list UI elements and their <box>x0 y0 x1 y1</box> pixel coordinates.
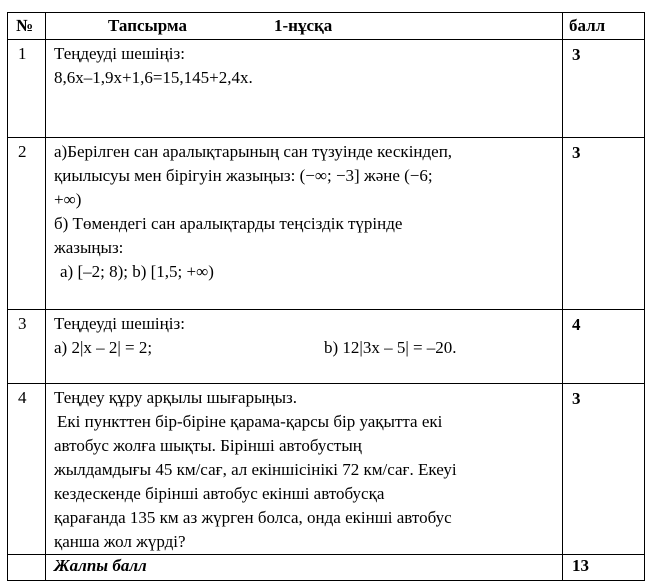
task-line: қиылысуы мен бірігуін жазыңыз: (−∞; −3] және (−6; <box>54 166 433 185</box>
task-line: кездескенде бірінші автобус екінші автобусқа <box>54 484 385 503</box>
header-task-label: Тапсырма <box>108 16 187 35</box>
task-line: Екі пункттен бір-біріне қарама-қарсы бір уақытта екі <box>57 412 443 431</box>
task-line: жылдамдығы 45 км/сағ, ал екіншісінікі 72 км/сағ. Екеуі <box>54 460 457 479</box>
header-row <box>8 13 645 40</box>
total-row <box>8 555 645 581</box>
task-number: 3 <box>8 310 46 384</box>
equation-b: b) 12|3х – 5| = –20. <box>324 338 457 357</box>
task-content <box>46 384 563 555</box>
task-row-4 <box>8 384 645 555</box>
task-line: а) [–2; 8); b) [1,5; +∞) <box>60 262 214 281</box>
header-variant-label: 1-нұсқа <box>274 16 333 35</box>
task-score: 4 <box>563 310 645 384</box>
task-content <box>46 138 563 310</box>
assignment-table <box>7 12 645 581</box>
header-score: балл <box>563 13 645 40</box>
task-equations <box>54 336 554 360</box>
task-line: автобус жолға шықты. Бірінші автобустың <box>54 436 362 455</box>
task-line: жазыңыз: <box>54 238 124 257</box>
task-score: 3 <box>563 384 645 555</box>
task-line: Теңдеуді шешіңіз: <box>54 314 185 333</box>
task-line: Теңдеуді шешіңіз: <box>54 44 185 63</box>
task-row-2 <box>8 138 645 310</box>
header-task <box>46 13 563 40</box>
task-number: 1 <box>8 40 46 138</box>
task-row-1 <box>8 40 645 138</box>
task-score: 3 <box>563 40 645 138</box>
total-empty-cell <box>8 555 46 581</box>
total-score: 13 <box>563 555 645 581</box>
task-line: а)Берілген сан аралықтарының сан түзуінде кескіндеп, <box>54 142 453 161</box>
task-line: қарағанда 135 км аз жүрген болса, онда екінші автобус <box>54 508 452 527</box>
task-content <box>46 40 563 138</box>
task-line: қанша жол жүрді? <box>54 532 186 551</box>
task-score: 3 <box>563 138 645 310</box>
total-label: Жалпы балл <box>46 555 563 581</box>
task-line: б) Төмендегі сан аралықтарды теңсіздік түрінде <box>54 214 403 233</box>
task-line: Теңдеу құру арқылы шығарыңыз. <box>54 388 298 407</box>
task-line: 8,6х–1,9х+1,6=15,145+2,4х. <box>54 68 253 87</box>
task-row-3 <box>8 310 645 384</box>
equation-a: а) 2|х – 2| = 2; <box>54 338 153 357</box>
task-content <box>46 310 563 384</box>
task-number: 2 <box>8 138 46 310</box>
task-number: 4 <box>8 384 46 555</box>
header-num: № <box>8 13 46 40</box>
task-line: +∞) <box>54 190 82 209</box>
